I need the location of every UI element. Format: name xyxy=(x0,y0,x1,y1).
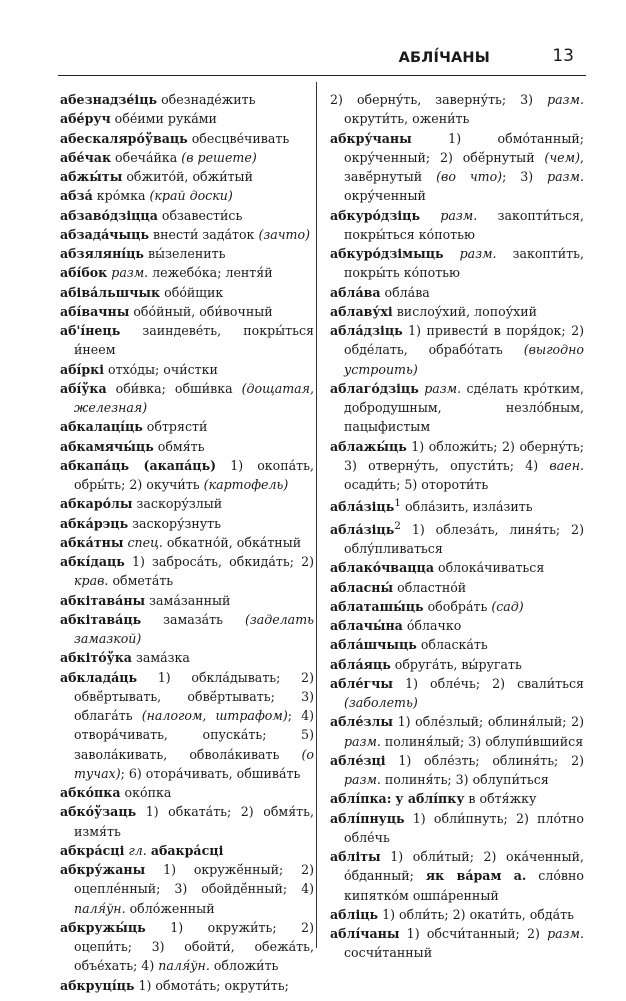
dictionary-entry xyxy=(60,783,314,802)
definition-text: 1) обката́ть; 2) обмя́ть, измя́ть xyxy=(74,804,314,839)
definition-text: вы́зеленить xyxy=(143,246,226,261)
dictionary-entry xyxy=(330,751,584,790)
definition-text: 1) обкла́дывать; 2) обвё́ртывать, обвё́ртывать; 3) облага́ть xyxy=(74,669,314,723)
label-italic: (чем) xyxy=(544,149,580,165)
definition-text: закопти́ться, покры́ться ко́потью xyxy=(344,207,584,242)
definition-text: оби́вка; обши́вка xyxy=(106,380,242,396)
definition-text: 1) заброса́ть, обкида́ть; 2) xyxy=(124,554,314,569)
dictionary-entry xyxy=(330,379,584,437)
definition-text: в обтя́жку xyxy=(464,791,537,807)
dictionary-entry xyxy=(330,244,584,283)
label-italic: (о тучах) xyxy=(74,746,314,781)
definition-text: 1) окружи́ть; 2) оцепи́ть; 3) обойти́, обежа́ть, объе́хать; 4) xyxy=(74,919,314,974)
headword: абкра́сці xyxy=(60,842,125,858)
dictionary-entry xyxy=(330,597,584,616)
dictionary-entry xyxy=(60,976,314,995)
dictionary-entry xyxy=(60,437,314,456)
definition-text: закопти́ть, покры́ть ко́потью xyxy=(344,246,584,281)
headword: абе́чак xyxy=(60,149,112,165)
dictionary-entry xyxy=(60,360,314,379)
dictionary-entry xyxy=(60,552,314,591)
page-header xyxy=(58,46,586,72)
definition-text: ; 4) отвора́чивать, опуска́ть; 5) завола́кивать, обвола́кивать xyxy=(74,708,314,762)
dictionary-entry xyxy=(60,302,314,321)
dictionary-entry xyxy=(330,90,584,129)
definition-text: облока́чиваться xyxy=(434,560,545,576)
definition-text: внести́ зада́ток xyxy=(149,226,259,242)
definition-text: обезнаде́жить xyxy=(157,92,256,107)
definition-text: , завё́рнутый xyxy=(344,149,584,184)
dictionary-entry xyxy=(330,558,584,577)
definition-text: заскору́злый xyxy=(132,496,223,512)
label-italic: (во что) xyxy=(436,169,503,184)
definition-text: о́блачко xyxy=(402,618,462,634)
headword: абжы́ты xyxy=(60,169,123,184)
definition-text: обкатно́й, обка́тный xyxy=(162,534,302,550)
headword: абза́ xyxy=(60,188,93,204)
dictionary-entry xyxy=(330,635,584,654)
definition-text: 1) обложи́ть; 2) оберну́ть; 3) отверну́ть, опусти́ть; 4) xyxy=(344,438,584,473)
definition-text: обзавести́сь xyxy=(157,207,243,223)
headword: абко́пка xyxy=(60,785,121,800)
definition-text: полиня́ть; 3) облупи́ться xyxy=(380,772,549,788)
headword: абкіто́ўка xyxy=(60,650,132,666)
label-italic: крав. xyxy=(74,573,109,589)
dictionary-entry xyxy=(60,802,314,841)
headword: абкі́даць xyxy=(60,554,125,569)
headword: аблі́пка: xyxy=(330,791,392,807)
definition-text: обруга́ть, вы́ругать xyxy=(390,656,522,672)
definition-text: 1) обле́чь; 2) свали́ться xyxy=(393,675,584,691)
dictionary-entry xyxy=(60,206,314,225)
label-italic: разм. xyxy=(459,246,497,261)
definition-text: 1) привести́ в поря́док; 2) обде́лать, обрабо́тать xyxy=(344,323,584,358)
definition-text: обложи́ть xyxy=(209,958,279,974)
dictionary-entry xyxy=(330,789,584,808)
dictionary-entry xyxy=(60,244,314,263)
definition-text: 1) обле́зть; облиня́ть; 2) xyxy=(385,752,584,768)
headword: абкапа́ць (акапа́ць) xyxy=(60,457,217,473)
label-italic: разм. xyxy=(547,92,584,107)
definition-text: 1) обмо́танный; окру́ченный; 2) обё́рнутый xyxy=(344,130,584,165)
definition-text xyxy=(420,208,440,223)
superscript: 1 xyxy=(394,497,401,510)
definition-text: замаза́ть xyxy=(141,611,245,627)
definition-text: 1) обмота́ть; окрути́ть; xyxy=(134,977,289,993)
headword: абі́бок xyxy=(60,265,108,281)
dictionary-entry xyxy=(60,860,314,918)
definition-text: 1) окружё́нный; 2) оцепле́нный; 3) обойдё́нный; 4) xyxy=(74,862,314,897)
definition-text: сосчи́танный xyxy=(344,945,433,961)
headword: аблачы́на xyxy=(330,618,403,634)
dictionary-entry xyxy=(330,674,584,713)
label-italic: гл. xyxy=(128,842,147,858)
definition-text: 1) окопа́ть, обры́ть; 2) окучи́ть xyxy=(74,457,314,492)
dictionary-entry xyxy=(60,379,314,418)
dictionary-entry xyxy=(60,283,314,302)
definition-text: 2) оберну́ть, заверну́ть; 3) xyxy=(330,92,548,107)
headword: абле́злы xyxy=(330,714,393,730)
headword: у аблі́пку xyxy=(395,791,465,807)
dictionary-entry xyxy=(330,809,584,848)
dictionary-entry xyxy=(60,129,314,148)
headword: абі́ўка xyxy=(60,380,107,396)
headword: аблако́чвацца xyxy=(330,560,434,576)
definition-text: лежебо́ка; лентя́й xyxy=(148,265,273,281)
headword: абкітава́ць xyxy=(60,611,142,627)
headword: аблажы́ць xyxy=(330,438,407,454)
definition-text: областно́й xyxy=(393,579,467,595)
superscript: 2 xyxy=(394,519,401,532)
headword: абла́зіць xyxy=(330,499,395,515)
definition-text: обмя́ть xyxy=(153,438,205,454)
definition-text: обла́зить, изла́зить xyxy=(400,499,533,515)
dictionary-entry xyxy=(330,616,584,635)
headword: абліць xyxy=(330,906,379,922)
headword: абескаляро́ўваць xyxy=(60,130,188,146)
definition-text: 1) обле́злый; облиня́лый; 2) xyxy=(393,714,584,730)
label-italic: (сад) xyxy=(491,598,524,614)
definition-text: 1) облеза́ть, линя́ть; 2) облу́пливаться xyxy=(344,521,584,557)
definition-text: вислоу́хий, лопоу́хий xyxy=(392,303,538,319)
definition-text: обтрясти́ xyxy=(142,419,208,435)
definition-text: ; 3) xyxy=(502,169,548,184)
definition-text: око́пка xyxy=(120,785,172,800)
label-italic: (в решете) xyxy=(181,149,257,165)
headword: абезнадзе́іць xyxy=(60,92,158,107)
label-italic: (заболеть) xyxy=(344,695,418,711)
headword: абкітава́ны xyxy=(60,592,146,608)
headword: абкалаці́ць xyxy=(60,419,143,435)
definition-text: обмета́ть xyxy=(108,573,174,589)
headword: абкруці́ць xyxy=(60,977,135,993)
headword: аб'і́нець xyxy=(60,323,121,338)
headword: абіва́льшчык xyxy=(60,284,161,300)
dictionary-entry xyxy=(330,129,584,206)
headword: абі́ркі xyxy=(60,361,105,377)
definition-text: 1) обсчи́танный; 2) xyxy=(399,926,548,942)
dictionary-entry xyxy=(60,514,314,533)
dictionary-entry xyxy=(330,847,584,905)
header-rule xyxy=(58,75,586,76)
definition-text: обо́йный, оби́вочный xyxy=(129,303,273,319)
dictionary-entry xyxy=(60,533,314,552)
headword: абакра́сці xyxy=(150,842,224,858)
headword: абкаро́лы xyxy=(60,496,133,512)
dictionary-entry xyxy=(60,263,314,282)
label-italic: (дощатая, железная) xyxy=(74,380,314,415)
definition-text: осади́ть; 5) отороти́ть xyxy=(344,477,489,492)
headword: абка́тны xyxy=(60,534,124,550)
headword: абкуро́дзіць xyxy=(330,207,420,223)
dictionary-entry xyxy=(60,456,314,495)
dictionary-entry xyxy=(330,924,584,963)
dictionary-entry xyxy=(60,109,314,128)
headword: аблаву́хі xyxy=(330,303,393,319)
dictionary-entry xyxy=(60,610,314,649)
headword: абліты xyxy=(330,849,381,865)
headword: абле́зці xyxy=(330,752,386,768)
headword: абкуро́дзімыць xyxy=(330,246,444,261)
definition-text: обласка́ть xyxy=(416,637,488,653)
label-italic: ваен. xyxy=(549,457,584,473)
headword: абкру́жаны xyxy=(60,862,146,877)
definition-text: кро́мка xyxy=(92,188,150,204)
definition-text: обесцве́чивать xyxy=(187,130,290,146)
headword: як ва́рам а. xyxy=(425,868,527,884)
headword: абклада́ць xyxy=(60,669,138,685)
dictionary-entry xyxy=(330,283,584,302)
dictionary-entry xyxy=(60,90,314,109)
label-italic: разм. xyxy=(424,380,462,396)
column-divider xyxy=(316,82,317,948)
headword: абласны́ xyxy=(330,579,394,595)
dictionary-entry xyxy=(60,417,314,436)
headword: абзаво́дзіцца xyxy=(60,207,158,223)
dictionary-entry xyxy=(60,321,314,360)
definition-text: сло́вно кипятко́м ошпа́ренный xyxy=(344,868,584,903)
definition-text: отхо́ды; очи́стки xyxy=(104,361,218,377)
headword: абі́вачны xyxy=(60,303,130,319)
dictionary-entry xyxy=(60,186,314,205)
headword: абкамячы́ць xyxy=(60,438,154,454)
definition-text: ; 6) отора́чивать, обшива́ть xyxy=(120,765,301,781)
headword: аблі́пнуць xyxy=(330,810,405,826)
definition-text: зама́зка xyxy=(131,650,190,666)
definition-text: обла́ва xyxy=(380,284,430,300)
label-italic: (заделать замазкой) xyxy=(74,611,314,646)
definition-text: заскору́знуть xyxy=(128,515,221,531)
dictionary-entry xyxy=(60,648,314,667)
label-italic: разм. xyxy=(344,772,381,788)
headword: абко́ўзаць xyxy=(60,804,137,820)
dictionary-entry xyxy=(60,148,314,167)
label-italic: разм. xyxy=(547,926,584,942)
headword: абкру́чаны xyxy=(330,130,412,146)
definition-text: обо́йщик xyxy=(160,284,224,300)
dictionary-entry xyxy=(60,167,314,186)
headword: аблаго́дзіць xyxy=(330,380,419,396)
label-italic: разм. xyxy=(547,169,584,184)
dictionary-entry xyxy=(60,841,314,860)
definition-text: заиндеве́ть, покры́ться и́неем xyxy=(74,323,314,358)
dictionary-entry xyxy=(330,321,584,379)
dictionary-entry xyxy=(60,494,314,513)
dictionary-entry xyxy=(330,494,584,516)
headword: абе́руч xyxy=(60,111,111,127)
headword: абла́шчыць xyxy=(330,637,417,653)
right-column xyxy=(330,90,584,963)
headword: аблі́чаны xyxy=(330,926,400,942)
headword: абла́яць xyxy=(330,656,391,672)
dictionary-entry xyxy=(60,668,314,784)
definition-text: 1) обли́ть; 2) окати́ть, обда́ть xyxy=(378,906,574,922)
headword: абзада́чыць xyxy=(60,226,150,242)
dictionary-entry xyxy=(330,905,584,924)
definition-text: окру́ченный xyxy=(344,188,426,204)
running-head: АБЛІ́ЧАНЫ xyxy=(398,50,490,66)
label-italic: (зачто) xyxy=(258,226,310,242)
definition-text: 1) обли́тый; 2) ока́ченный, о́бданный; xyxy=(344,849,584,884)
page-number: 13 xyxy=(552,46,574,66)
dictionary-entry xyxy=(60,591,314,610)
headword: абзяляні́ць xyxy=(60,246,144,261)
headword: абла́дзіць xyxy=(330,323,403,338)
label-italic: разм. xyxy=(440,207,478,223)
dictionary-entry xyxy=(330,655,584,674)
label-italic: разм. xyxy=(344,733,381,749)
definition-text: обе́ими рука́ми xyxy=(110,111,217,127)
dictionary-entry xyxy=(330,206,584,245)
label-italic: разм. xyxy=(111,265,149,281)
definition-text: обеча́йка xyxy=(111,149,182,165)
left-column xyxy=(60,90,314,995)
definition-text: зама́занный xyxy=(145,592,231,608)
definition-text: обло́женный xyxy=(125,900,215,916)
headword: абка́рэць xyxy=(60,515,129,531)
definition-text: обжито́й, обжи́тый xyxy=(122,169,253,184)
label-italic: паля́ўн. xyxy=(74,900,126,916)
definition-text: сде́лать кро́тким, добродушным, незло́бным, пацыфистым xyxy=(344,380,584,435)
definition-text xyxy=(444,246,460,261)
label-italic: (выгодно устроить) xyxy=(344,342,584,377)
label-italic: спец. xyxy=(127,534,163,550)
dictionary-entry xyxy=(330,302,584,321)
label-italic: (картофель) xyxy=(203,477,289,492)
label-italic: (налогом, штрафом) xyxy=(141,708,288,723)
dictionary-entry xyxy=(330,578,584,597)
dictionary-entry xyxy=(60,918,314,976)
headword: абла́ва xyxy=(330,284,381,300)
headword: аблаташы́ць xyxy=(330,598,424,614)
dictionary-entry xyxy=(330,517,584,559)
label-italic: паля́ўн. xyxy=(158,958,210,974)
dictionary-entry xyxy=(330,437,584,495)
definition-text: полиня́лый; 3) облупи́вшийся xyxy=(380,733,584,749)
definition-text: 1) обли́пнуть; 2) пло́тно обле́чь xyxy=(344,810,584,845)
dictionary-entry xyxy=(330,712,584,751)
headword: абле́гчы xyxy=(330,675,394,691)
headword: абла́зіць xyxy=(330,521,395,537)
headword: абкружы́ць xyxy=(60,919,146,935)
definition-text: обобра́ть xyxy=(423,598,492,614)
dictionary-entry xyxy=(60,225,314,244)
label-italic: (край доски) xyxy=(149,188,233,204)
definition-text: окрути́ть, ожени́ть xyxy=(344,111,470,127)
